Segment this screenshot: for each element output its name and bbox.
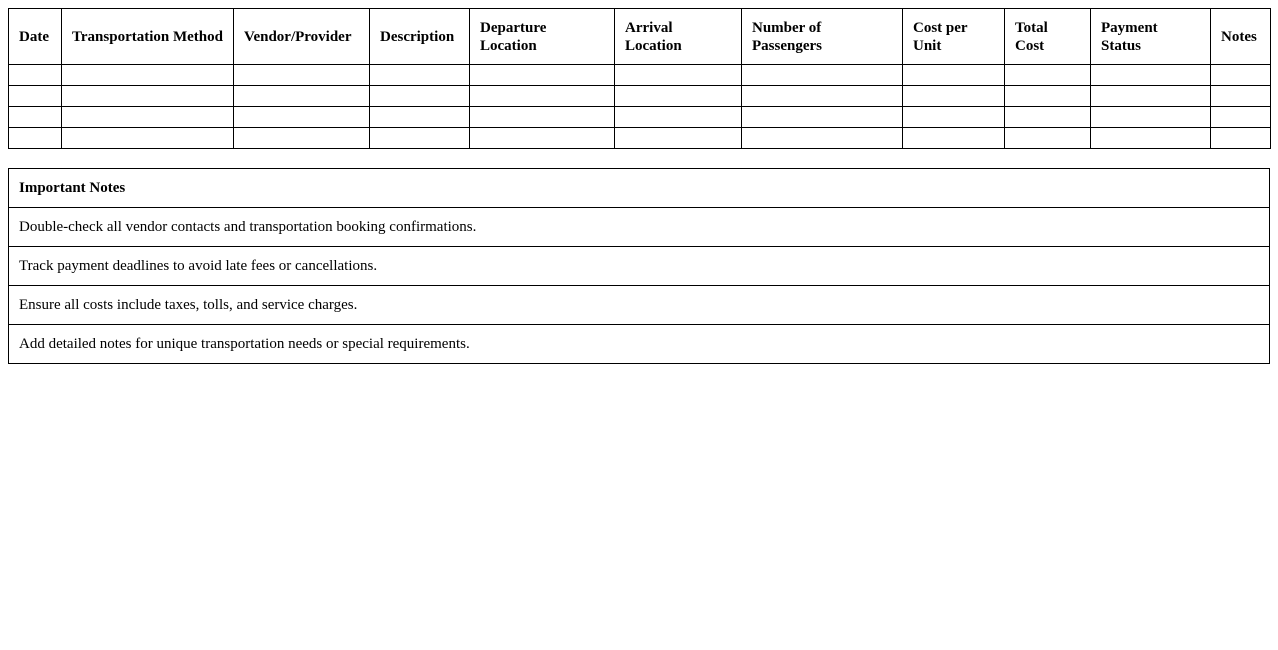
note-text: Add detailed notes for unique transportation needs or special requirements. [9,325,1270,364]
table-cell[interactable] [615,86,742,107]
table-cell[interactable] [370,65,470,86]
table-cell[interactable] [470,128,615,149]
column-header-total-cost: Total Cost [1005,9,1091,65]
table-cell[interactable] [1005,128,1091,149]
table-cell[interactable] [742,107,903,128]
table-cell[interactable] [62,86,234,107]
column-header-notes: Notes [1211,9,1271,65]
notes-body [9,169,1270,364]
column-header-payment-status: Payment Status [1091,9,1211,65]
table-cell[interactable] [1005,65,1091,86]
table-cell[interactable] [62,107,234,128]
table-cell[interactable] [370,128,470,149]
table-row [9,65,1271,86]
note-row [9,247,1270,286]
table-cell[interactable] [234,86,370,107]
table-cell[interactable] [470,86,615,107]
table-cell[interactable] [9,65,62,86]
notes-heading-row [9,169,1270,208]
table-cell[interactable] [234,107,370,128]
transportation-table [8,8,1271,149]
table-cell[interactable] [1091,86,1211,107]
table-cell[interactable] [903,86,1005,107]
note-text: Track payment deadlines to avoid late fees or cancellations. [9,247,1270,286]
table-cell[interactable] [470,65,615,86]
table-cell[interactable] [9,86,62,107]
table-cell[interactable] [903,65,1005,86]
table-cell[interactable] [1211,86,1271,107]
table-cell[interactable] [1091,65,1211,86]
important-notes-table [8,168,1270,364]
table-cell[interactable] [1091,107,1211,128]
table-cell[interactable] [742,86,903,107]
column-header-arrival-location: Arrival Location [615,9,742,65]
column-header-number-of-passengers: Number of Passengers [742,9,903,65]
table-row [9,128,1271,149]
table-row [9,86,1271,107]
table-cell[interactable] [615,128,742,149]
table-cell[interactable] [1211,107,1271,128]
table-row [9,107,1271,128]
column-header-date: Date [9,9,62,65]
table-cell[interactable] [9,128,62,149]
table-cell[interactable] [62,65,234,86]
table-cell[interactable] [62,128,234,149]
table-cell[interactable] [615,65,742,86]
table-cell[interactable] [370,107,470,128]
table-cell[interactable] [742,128,903,149]
column-header-vendor-provider: Vendor/Provider [234,9,370,65]
note-text: Double-check all vendor contacts and transportation booking confirmations. [9,208,1270,247]
note-row [9,286,1270,325]
column-header-description: Description [370,9,470,65]
table-cell[interactable] [234,128,370,149]
note-row [9,325,1270,364]
table-cell[interactable] [903,128,1005,149]
notes-heading: Important Notes [9,169,1270,208]
table-cell[interactable] [1211,128,1271,149]
table-header-row [9,9,1271,65]
table-cell[interactable] [1005,107,1091,128]
table-cell[interactable] [370,86,470,107]
table-cell[interactable] [234,65,370,86]
note-row [9,208,1270,247]
table-cell[interactable] [615,107,742,128]
column-header-cost-per-unit: Cost per Unit [903,9,1005,65]
table-cell[interactable] [903,107,1005,128]
note-text: Ensure all costs include taxes, tolls, and service charges. [9,286,1270,325]
column-header-transportation-method: Transportation Method [62,9,234,65]
table-cell[interactable] [1091,128,1211,149]
column-header-departure-location: Departure Location [470,9,615,65]
table-cell[interactable] [470,107,615,128]
table-cell[interactable] [1211,65,1271,86]
table-cell[interactable] [742,65,903,86]
table-body [9,65,1271,149]
table-cell[interactable] [9,107,62,128]
table-cell[interactable] [1005,86,1091,107]
